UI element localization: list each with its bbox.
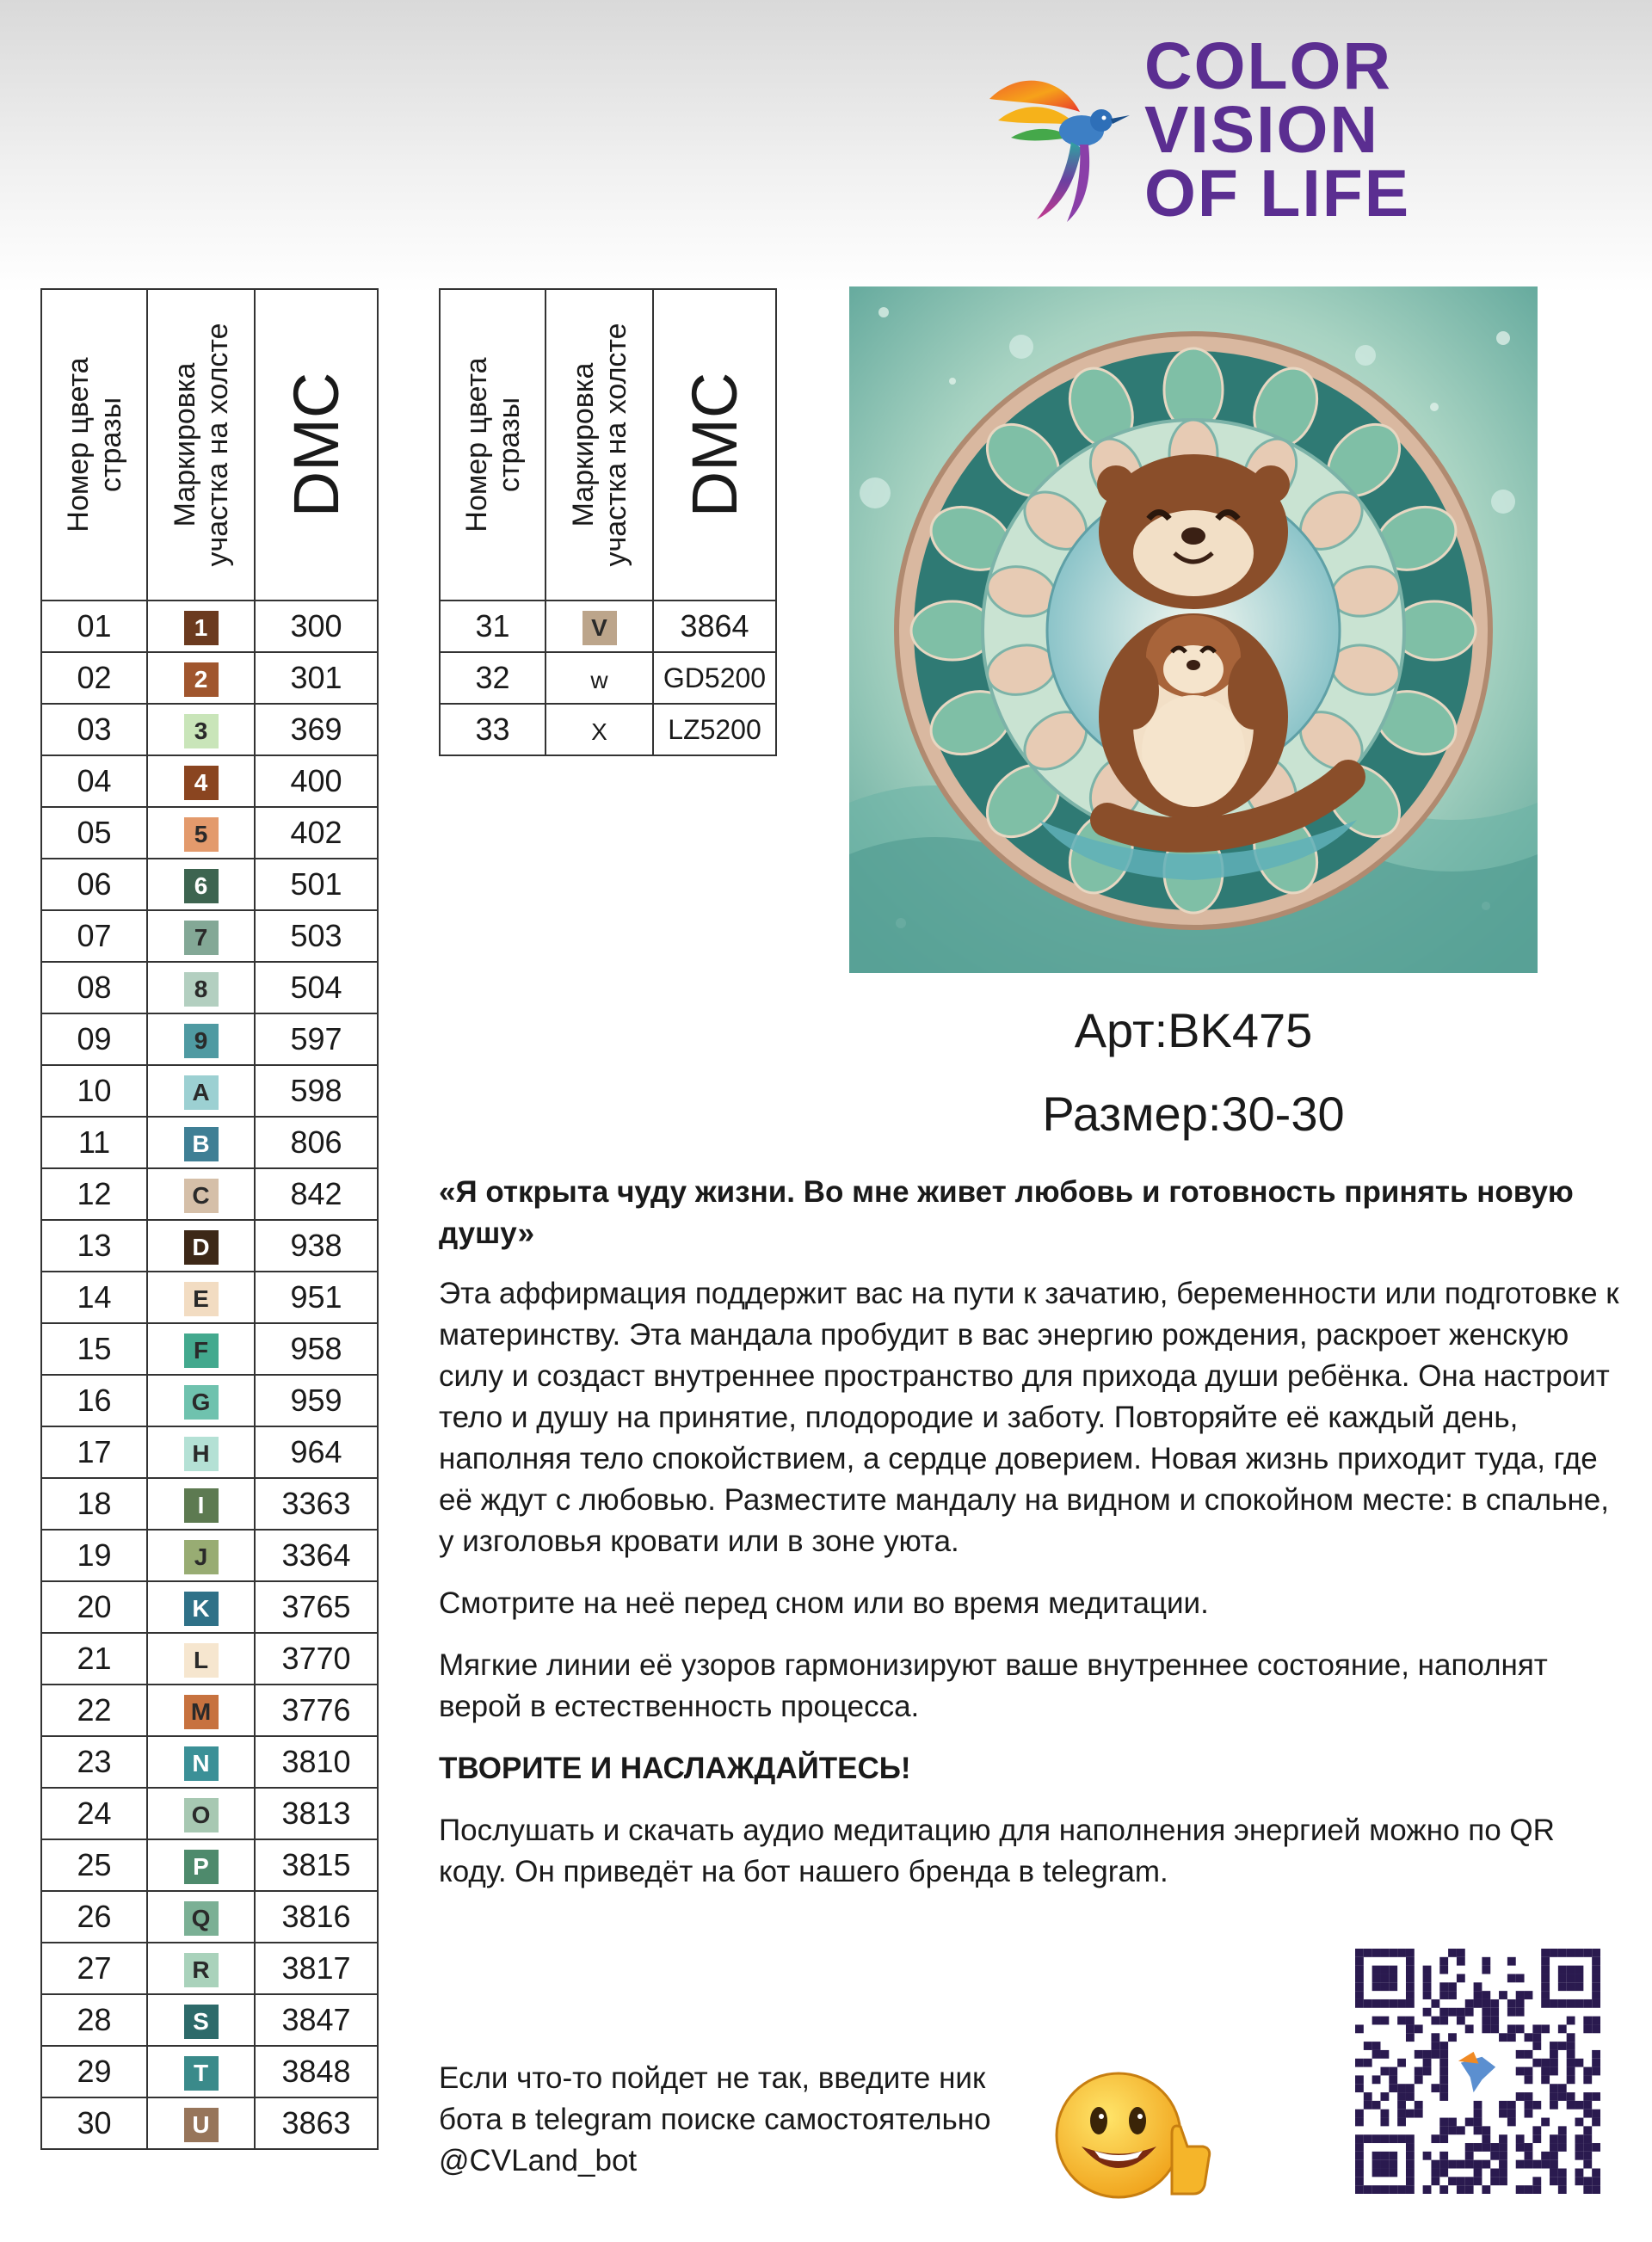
color-number-cell: 21 — [41, 1633, 147, 1685]
dmc-code-cell: 3765 — [255, 1581, 378, 1633]
color-number-cell: 10 — [41, 1065, 147, 1117]
color-number-cell: 16 — [41, 1375, 147, 1426]
dmc-code-cell: 300 — [255, 601, 378, 652]
hummingbird-logo-icon — [985, 52, 1131, 224]
color-chip: L — [184, 1643, 219, 1678]
color-chip: 9 — [184, 1024, 219, 1058]
marking-cell — [147, 807, 255, 859]
color-number-cell: 27 — [41, 1943, 147, 1994]
description-block — [439, 1172, 1626, 1913]
marking-cell — [147, 1117, 255, 1168]
header-number — [440, 289, 546, 601]
color-chip: J — [184, 1540, 219, 1574]
legend-row — [41, 1736, 378, 1788]
brand-name-line: COLOR — [1144, 29, 1393, 103]
color-chip: P — [184, 1850, 219, 1884]
header-marking — [147, 289, 255, 601]
marking-cell — [546, 601, 653, 652]
color-chip: 2 — [184, 662, 219, 697]
header-marking-line1: Маркировка — [168, 362, 201, 527]
color-number-cell: 18 — [41, 1478, 147, 1530]
color-chip: 6 — [184, 869, 219, 903]
color-number-cell: 04 — [41, 755, 147, 807]
header-dmc — [255, 289, 378, 601]
legend-row — [41, 859, 378, 910]
legend-row — [41, 1426, 378, 1478]
color-number-cell: 22 — [41, 1685, 147, 1736]
marking-cell — [147, 1323, 255, 1375]
legend-row — [41, 1220, 378, 1272]
color-number-cell: 07 — [41, 910, 147, 962]
description-paragraph: Мягкие линии её узоров гармонизируют ваше внутреннее состояние, наполнят верой в естественность процесса. — [439, 1648, 1548, 1723]
help-line: бота в telegram поиске самостоятельно — [439, 2103, 991, 2136]
header-marking — [546, 289, 653, 601]
dmc-code-cell: 3776 — [255, 1685, 378, 1736]
dmc-code-cell: 3810 — [255, 1736, 378, 1788]
header-dmc — [653, 289, 776, 601]
marking-cell — [147, 755, 255, 807]
color-number-cell: 32 — [440, 652, 546, 704]
legend-row — [41, 704, 378, 755]
marking-cell — [147, 1736, 255, 1788]
dmc-code-cell: 402 — [255, 807, 378, 859]
dmc-code-cell: 3363 — [255, 1478, 378, 1530]
dmc-code-cell: 597 — [255, 1013, 378, 1065]
marking-cell — [147, 1168, 255, 1220]
color-number-cell: 30 — [41, 2097, 147, 2149]
brand-name-line: OF LIFE — [1144, 157, 1411, 231]
marking-cell — [147, 1943, 255, 1994]
help-text — [439, 2058, 1058, 2182]
color-number-cell: 14 — [41, 1272, 147, 1323]
dmc-code-cell: 503 — [255, 910, 378, 962]
legend-row — [41, 1530, 378, 1581]
color-chip: K — [184, 1592, 219, 1626]
legend-row — [41, 1633, 378, 1685]
smiling-thumbs-up-emoji-icon — [1051, 2065, 1215, 2207]
dmc-code-cell: 3815 — [255, 1839, 378, 1891]
legend-row — [41, 1478, 378, 1530]
dmc-code-cell: 501 — [255, 859, 378, 910]
dmc-code-cell: 3364 — [255, 1530, 378, 1581]
legend-row — [41, 1117, 378, 1168]
header-number-line2: стразы — [94, 397, 127, 493]
dmc-code-cell: 504 — [255, 962, 378, 1013]
color-chip: 7 — [184, 921, 219, 955]
legend-row — [41, 1013, 378, 1065]
color-chip: T — [184, 2056, 219, 2091]
otter-mandala-artwork — [849, 286, 1538, 973]
dmc-code-cell: 598 — [255, 1065, 378, 1117]
color-number-cell: 24 — [41, 1788, 147, 1839]
dmc-code-cell: 958 — [255, 1323, 378, 1375]
color-number-cell: 09 — [41, 1013, 147, 1065]
color-number-cell: 29 — [41, 2046, 147, 2097]
description-paragraph: Эта аффирмация поддержит вас на пути к зачатию, беременности или подготовке к материнству. Эта мандала пробудит в вас энергию рождения, раскроет женскую силу и создаст внутреннее пространство для прихода души ребёнка. Она настроит тело и душу на принятие, плодородие и заботу. Повторяйте её каждый день, наполняя тело спокойствием, а сердце доверием. Новая жизнь приходит туда, где её ждут с любовью. Разместите мандалу на видном и спокойном месте: в спальне, у изголовья кровати или в зоне уюта. — [439, 1277, 1619, 1558]
header-marking-line2: участка на холсте — [200, 323, 234, 567]
header-dmc-label: DMC — [678, 372, 750, 518]
dmc-code-cell: 938 — [255, 1220, 378, 1272]
legend-row — [41, 1168, 378, 1220]
legend-row — [41, 1375, 378, 1426]
legend-row — [41, 1839, 378, 1891]
dmc-code-cell: 806 — [255, 1117, 378, 1168]
dmc-code-cell: 3847 — [255, 1994, 378, 2046]
color-number-cell: 08 — [41, 962, 147, 1013]
legend-row — [41, 1788, 378, 1839]
dmc-code-cell: 3817 — [255, 1943, 378, 1994]
legend-row — [440, 704, 776, 755]
qr-note: Послушать и скачать аудио медитацию для наполнения энергией можно по QR коду. Он приведёт на бот нашего бренда в telegram. — [439, 1814, 1555, 1888]
marking-cell — [147, 1065, 255, 1117]
legend-body — [41, 601, 378, 2149]
color-chip: 1 — [184, 611, 219, 645]
marking-cell — [546, 652, 653, 704]
color-number-cell: 19 — [41, 1530, 147, 1581]
marking-cell — [147, 1581, 255, 1633]
dmc-code-cell: 3813 — [255, 1788, 378, 1839]
marking-cell — [147, 1788, 255, 1839]
marking-cell — [147, 1375, 255, 1426]
legend-row — [41, 652, 378, 704]
color-chip: E — [184, 1282, 219, 1316]
marking-cell — [147, 601, 255, 652]
legend-row — [41, 2046, 378, 2097]
color-legend-table — [40, 288, 379, 2150]
marking-cell — [147, 2097, 255, 2149]
color-number-cell: 25 — [41, 1839, 147, 1891]
color-number-cell: 12 — [41, 1168, 147, 1220]
color-chip: M — [184, 1695, 219, 1729]
color-chip: I — [184, 1488, 219, 1523]
legend-row — [41, 962, 378, 1013]
marking-cell — [147, 859, 255, 910]
description-paragraph: Смотрите на неё перед сном или во время медитации. — [439, 1586, 1209, 1620]
header-dmc-label: DMC — [280, 372, 352, 518]
color-number-cell: 02 — [41, 652, 147, 704]
marking-cell — [147, 1839, 255, 1891]
dmc-code-cell: 842 — [255, 1168, 378, 1220]
article-number: Арт:BK475 — [1074, 1003, 1313, 1057]
color-chip: 8 — [184, 972, 219, 1007]
dmc-code-cell: 951 — [255, 1272, 378, 1323]
color-number-cell: 33 — [440, 704, 546, 755]
marking-cell — [147, 1891, 255, 1943]
dmc-code-cell: 959 — [255, 1375, 378, 1426]
color-chip: A — [184, 1075, 219, 1110]
color-chip: V — [583, 611, 617, 645]
header-marking-line2: участка на холсте — [599, 323, 632, 567]
marking-cell — [147, 1013, 255, 1065]
color-chip: C — [184, 1179, 219, 1213]
color-chip: 3 — [184, 714, 219, 748]
legend-row — [41, 1994, 378, 2046]
marking-cell — [147, 704, 255, 755]
legend-row — [41, 1943, 378, 1994]
dmc-code-cell: 3816 — [255, 1891, 378, 1943]
marking-cell — [147, 1633, 255, 1685]
dmc-code-cell: 369 — [255, 704, 378, 755]
legend-row — [440, 652, 776, 704]
marking-cell — [147, 2046, 255, 2097]
marking-cell — [147, 1478, 255, 1530]
marking-cell — [147, 1685, 255, 1736]
marking-cell — [546, 704, 653, 755]
legend-row — [41, 1323, 378, 1375]
color-number-cell: 01 — [41, 601, 147, 652]
marking-cell — [147, 1530, 255, 1581]
legend-row — [41, 807, 378, 859]
color-chip: U — [184, 2108, 219, 2142]
color-number-cell: 23 — [41, 1736, 147, 1788]
legend-row — [41, 1685, 378, 1736]
color-number-cell: 06 — [41, 859, 147, 910]
marking-cell — [147, 652, 255, 704]
dmc-code-cell: 3770 — [255, 1633, 378, 1685]
dmc-code-cell: 3848 — [255, 2046, 378, 2097]
color-chip: F — [184, 1333, 219, 1368]
bot-handle: @CVLand_bot — [439, 2144, 638, 2177]
color-legend-table-extra — [439, 288, 777, 756]
call-to-action: ТВОРИТЕ И НАСЛАЖДАЙТЕСЬ! — [439, 1752, 911, 1785]
affirmation-quote: «Я открыта чуду жизни. Во мне живет любовь и готовность принять новую душу» — [439, 1175, 1574, 1250]
color-chip: 5 — [184, 817, 219, 852]
marking-symbol: w — [590, 667, 608, 693]
color-number-cell: 13 — [41, 1220, 147, 1272]
legend-row — [440, 601, 776, 652]
color-number-cell: 03 — [41, 704, 147, 755]
color-number-cell: 05 — [41, 807, 147, 859]
color-number-cell: 15 — [41, 1323, 147, 1375]
color-number-cell: 20 — [41, 1581, 147, 1633]
legend-row — [41, 1065, 378, 1117]
color-chip: 4 — [184, 766, 219, 800]
color-chip: N — [184, 1746, 219, 1781]
header-number-line1: Номер цвета — [459, 357, 493, 533]
color-number-cell: 17 — [41, 1426, 147, 1478]
dmc-code-cell: GD5200 — [653, 652, 776, 704]
color-chip: B — [184, 1127, 219, 1161]
legend-row — [41, 1581, 378, 1633]
marking-cell — [147, 1220, 255, 1272]
product-size: Размер:30-30 — [1042, 1087, 1345, 1141]
marking-cell — [147, 962, 255, 1013]
color-number-cell: 11 — [41, 1117, 147, 1168]
brand-name — [1144, 29, 1411, 231]
marking-cell — [147, 910, 255, 962]
marking-cell — [147, 1426, 255, 1478]
legend-row — [41, 755, 378, 807]
legend-row — [41, 2097, 378, 2149]
help-line: Если что-то пойдет не так, введите ник — [439, 2061, 986, 2095]
color-chip: D — [184, 1230, 219, 1265]
color-chip: O — [184, 1798, 219, 1832]
marking-symbol: X — [591, 718, 607, 745]
header-number — [41, 289, 147, 601]
marking-cell — [147, 1994, 255, 2046]
legend-body — [440, 601, 776, 755]
color-chip: H — [184, 1437, 219, 1471]
legend-row — [41, 1272, 378, 1323]
color-chip: Q — [184, 1901, 219, 1936]
dmc-code-cell: 301 — [255, 652, 378, 704]
brand-name-line: VISION — [1144, 93, 1380, 167]
dmc-code-cell: 3863 — [255, 2097, 378, 2149]
dmc-code-cell: LZ5200 — [653, 704, 776, 755]
dmc-code-cell: 400 — [255, 755, 378, 807]
header-number-line1: Номер цвета — [61, 357, 95, 533]
legend-row — [41, 601, 378, 652]
marking-cell — [147, 1272, 255, 1323]
header-marking-line1: Маркировка — [566, 362, 600, 527]
dmc-code-cell: 3864 — [653, 601, 776, 652]
header-number-line2: стразы — [492, 397, 526, 493]
legend-row — [41, 1891, 378, 1943]
color-number-cell: 26 — [41, 1891, 147, 1943]
qr-code-icon[interactable] — [1355, 1949, 1600, 2194]
color-chip: G — [184, 1385, 219, 1420]
color-chip: S — [184, 2005, 219, 2039]
color-chip: R — [184, 1953, 219, 1987]
color-number-cell: 31 — [440, 601, 546, 652]
color-number-cell: 28 — [41, 1994, 147, 2046]
brand-logo — [985, 29, 1415, 232]
dmc-code-cell: 964 — [255, 1426, 378, 1478]
legend-row — [41, 910, 378, 962]
